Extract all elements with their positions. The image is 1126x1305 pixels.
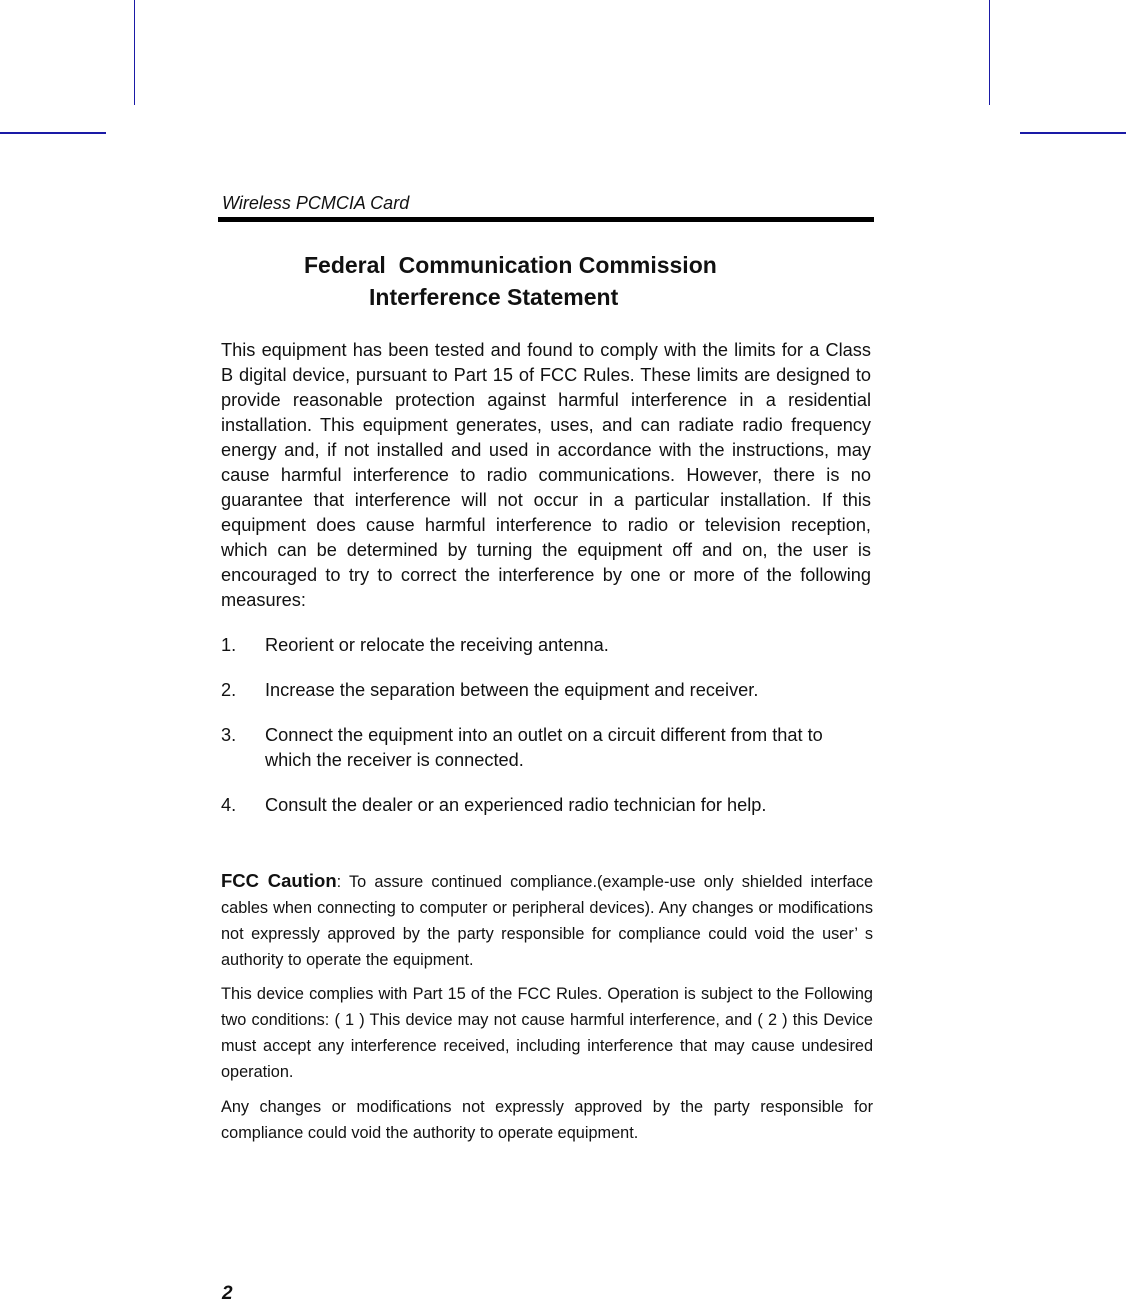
list-item-number: 3.: [221, 725, 237, 745]
list-item: [221, 793, 871, 818]
list-item: [221, 723, 871, 773]
list-item-number: 4.: [221, 795, 237, 815]
crop-mark-right-horizontal: [1020, 132, 1126, 134]
page-title-line-2: Interference Statement: [369, 284, 619, 310]
crop-mark-left-horizontal: [0, 132, 106, 134]
crop-mark-right: [989, 0, 990, 105]
crop-mark-left: [134, 0, 135, 105]
measures-list: [221, 633, 871, 838]
list-item-text: Reorient or relocate the receiving antenna.: [265, 635, 609, 655]
running-header: Wireless PCMCIA Card: [222, 193, 410, 213]
list-item-text: Connect the equipment into an outlet on a circuit different from that to which the receiver is connected.: [265, 725, 823, 770]
part15-paragraph: This device complies with Part 15 of the FCC Rules. Operation is subject to the Following two conditions: ( 1 ) This device may not cause harmful interference, and ( 2 ) this Device must accept any interference received, including interference that may cause undesired operation.: [221, 985, 873, 1081]
page-number: 2: [222, 1283, 233, 1304]
page-title-line-1: Federal Communication Commission: [304, 252, 717, 278]
list-item: [221, 678, 871, 703]
list-item: [221, 633, 871, 658]
list-item-number: 1.: [221, 635, 237, 655]
intro-paragraph: This equipment has been tested and found to comply with the limits for a Class B digital device, pursuant to Part 15 of FCC Rules. These limits are designed to provide reasonable protection against harmful interference in a residential installation. This equipment generates, uses, and can radiate radio frequency energy and, if not installed and used in accordance with the instructions, may cause harmful interference to radio communications. However, there is no guarantee that interference will not occur in a particular installation. If this equipment does cause harmful interference to radio or television reception, which can be determined by turning the equipment off and on, the user is encouraged to try to correct the interference by one or more of the following measures:: [221, 340, 871, 610]
list-item-number: 2.: [221, 680, 237, 700]
list-item-text: Increase the separation between the equipment and receiver.: [265, 680, 759, 700]
fcc-caution-text: : To assure continued compliance.(example-use only shielded interface cables when connecting to computer or peripheral devices). Any changes or modifications not expressly approved by the party responsible for compliance could void the user’ s authority to operate the equipment.: [221, 873, 873, 969]
changes-paragraph: Any changes or modifications not expressly approved by the party responsible for compliance could void the authority to operate equipment.: [221, 1098, 873, 1142]
header-rule: [218, 217, 874, 222]
list-item-text: Consult the dealer or an experienced radio technician for help.: [265, 795, 767, 815]
fcc-caution-label: FCC Caution: [221, 870, 337, 891]
fcc-caution-paragraph: [221, 868, 873, 973]
